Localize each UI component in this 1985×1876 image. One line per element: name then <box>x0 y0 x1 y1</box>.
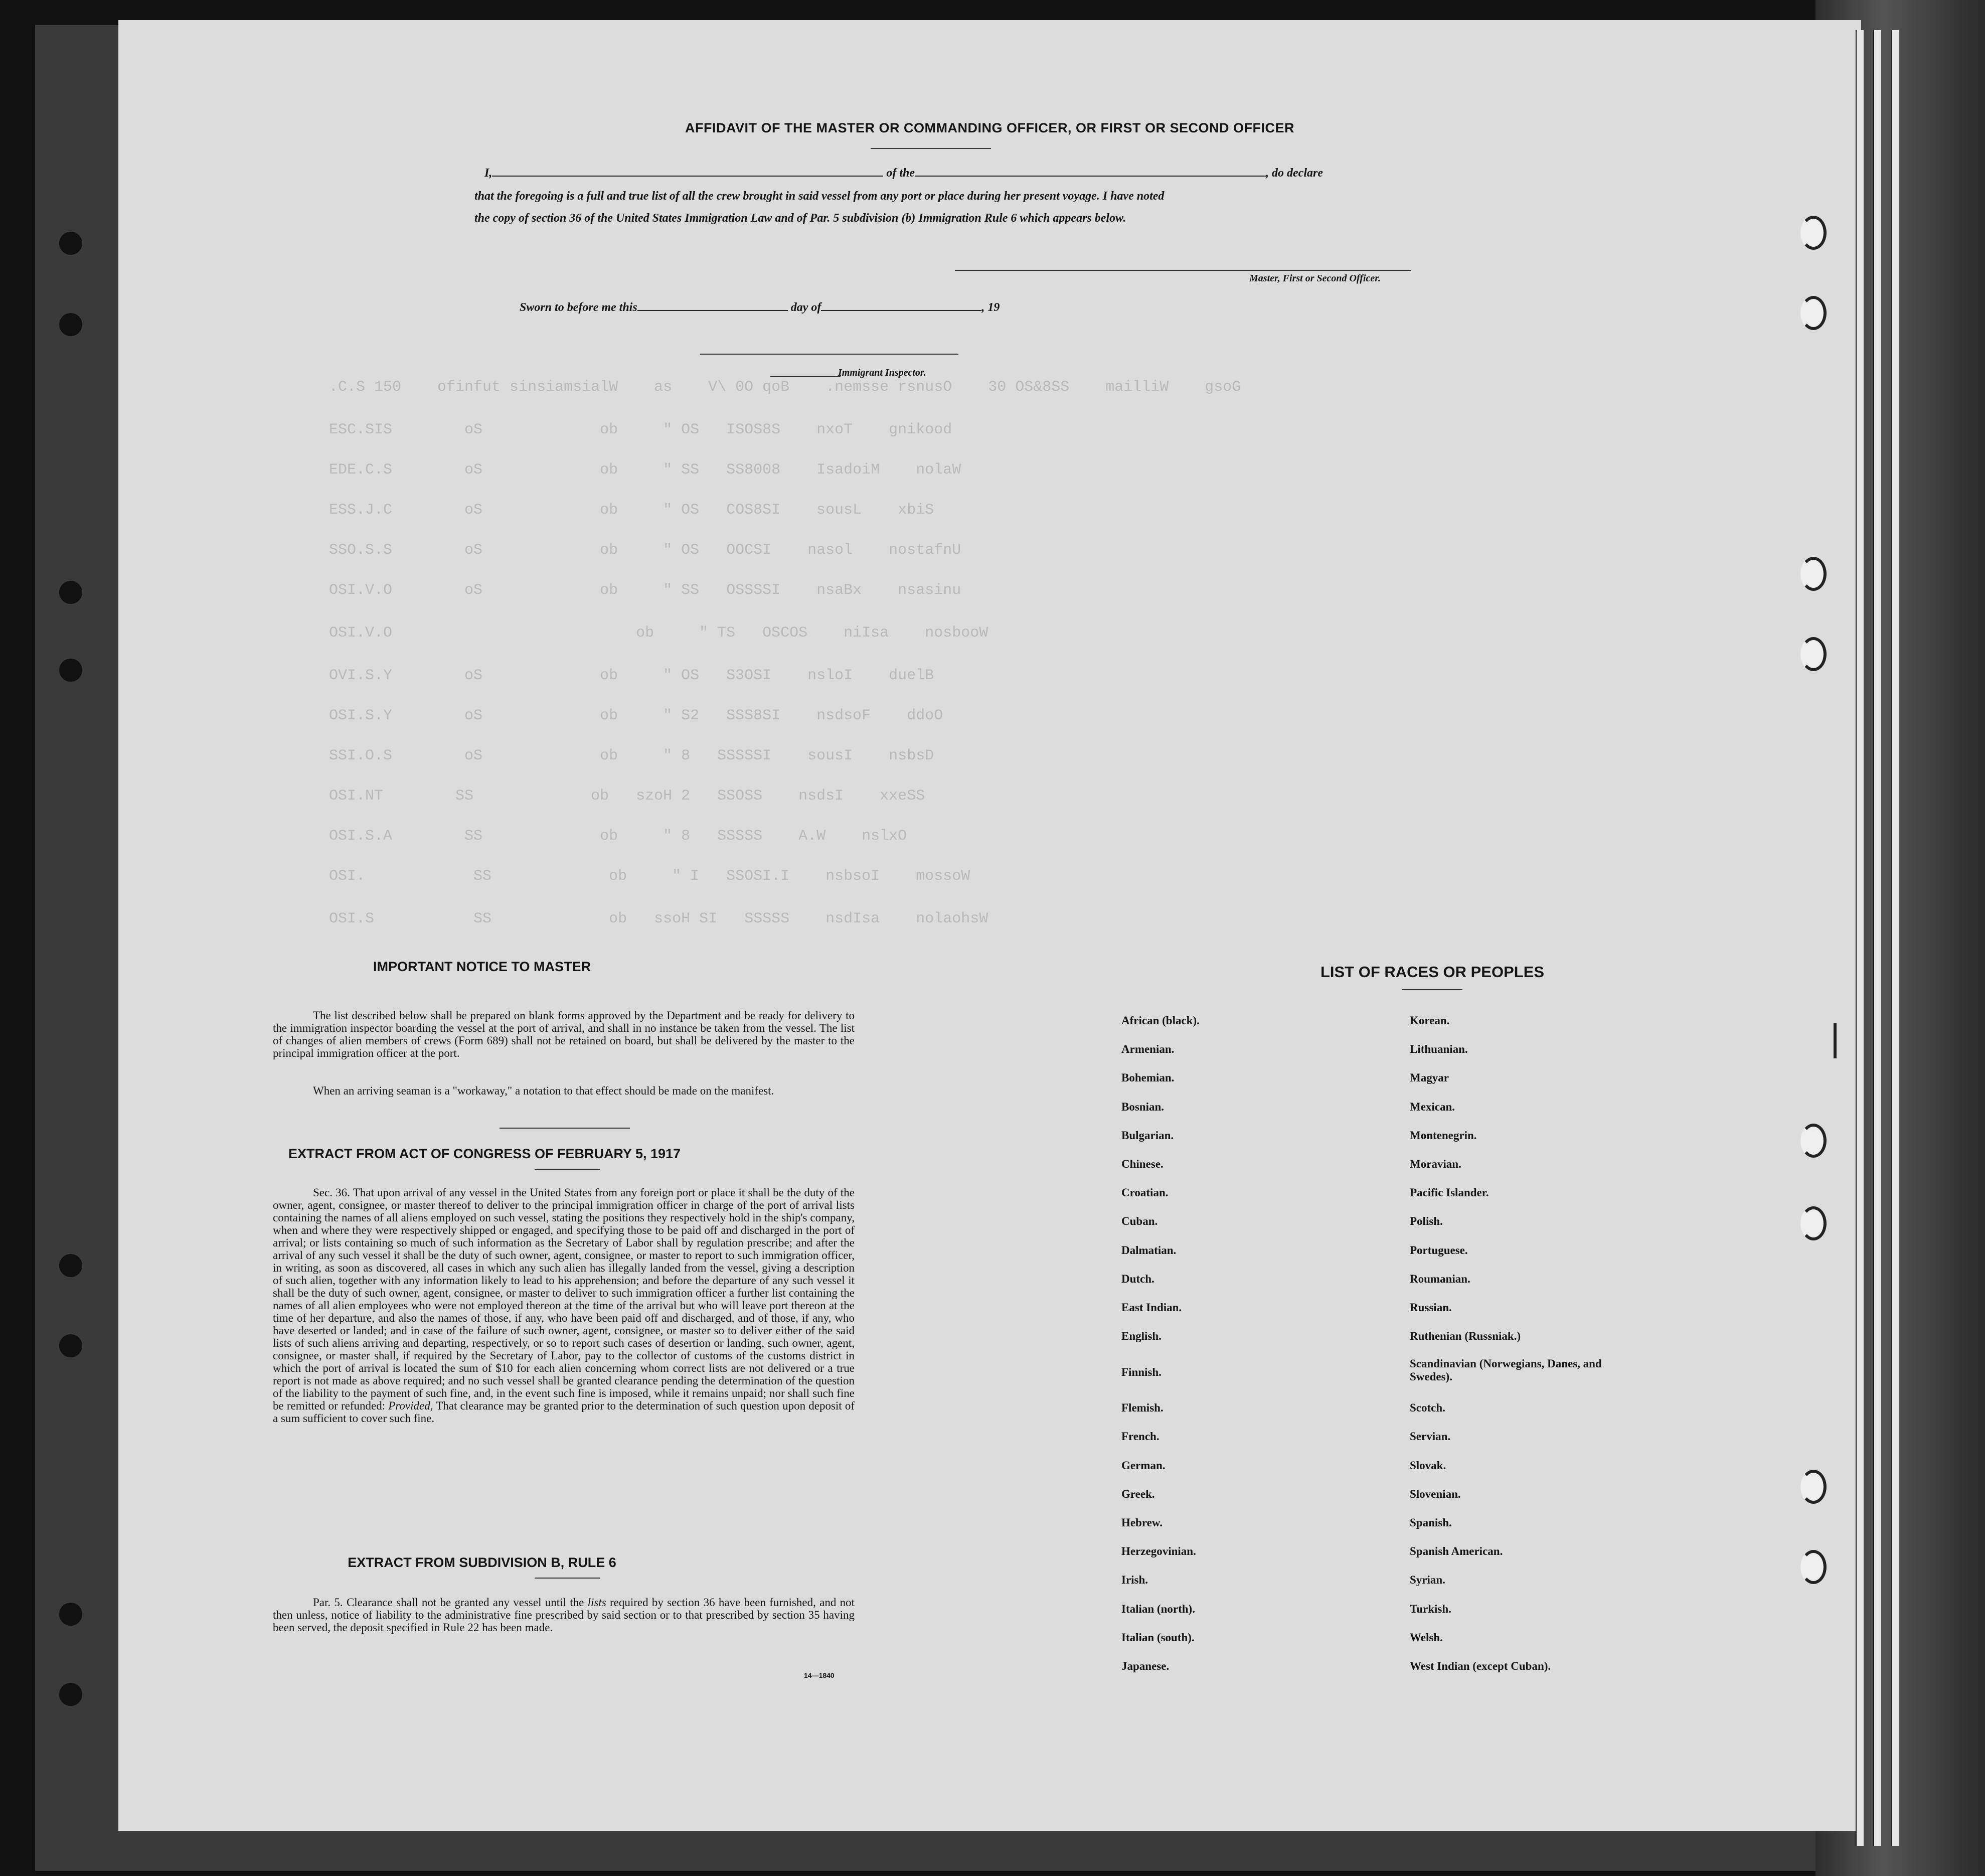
divider <box>500 1128 630 1129</box>
signature-caption: Master, First or Second Officer. <box>1249 273 1381 284</box>
punch-hole <box>1800 1470 1827 1504</box>
extract-rule-text <box>273 1596 855 1634</box>
divider <box>535 1578 600 1579</box>
notice-paragraph-1: The list described below shall be prepared on blank forms approved by the Department and be ready for delivery to the immigration inspector boarding the vessel at the port of arrival, and shall in no instance be taken from the vessel. The list of changes of alien members of crews (Form 689) shall not be retained on board, but shall be delivered by the master to the principal immigration officer at the port. <box>273 1009 855 1059</box>
race-item: Dutch. <box>1121 1272 1154 1285</box>
divider <box>535 1169 600 1170</box>
inspector-signature-line[interactable] <box>700 354 958 355</box>
pencil-mark <box>1834 1023 1837 1058</box>
extract-act-title: EXTRACT FROM ACT OF CONGRESS OF FEBRUARY 5, 1917 <box>288 1146 681 1161</box>
lists-word: lists <box>587 1596 606 1609</box>
race-item: Servian. <box>1410 1430 1451 1443</box>
race-item: Hebrew. <box>1121 1516 1163 1529</box>
punch-hole <box>59 313 82 336</box>
notice-paragraph-2: When an arriving seaman is a "workaway," a notation to that effect should be made on the manifest. <box>313 1084 774 1097</box>
punch-hole <box>1800 1206 1827 1240</box>
race-item: Bohemian. <box>1121 1071 1175 1084</box>
extract-rule-title: EXTRACT FROM SUBDIVISION B, RULE 6 <box>348 1555 616 1570</box>
affidavit-line-1 <box>484 167 1323 180</box>
vessel-blank[interactable] <box>915 176 1266 177</box>
affidavit-i-label: I, <box>484 167 492 180</box>
punch-hole <box>59 1334 82 1357</box>
race-item: German. <box>1121 1459 1166 1472</box>
race-item: English. <box>1121 1330 1162 1343</box>
punch-hole <box>59 1683 82 1706</box>
race-item: Herzegovinian. <box>1121 1545 1196 1558</box>
race-item: Mexican. <box>1410 1100 1455 1113</box>
race-item: East Indian. <box>1121 1301 1182 1314</box>
inspector-caption: Immigrant Inspector. <box>838 367 926 378</box>
punch-hole <box>59 581 82 604</box>
punch-hole <box>1800 637 1827 671</box>
race-item: Dalmatian. <box>1121 1243 1177 1257</box>
inspector-short-line <box>770 376 841 377</box>
races-right-column <box>1410 1013 1610 1687</box>
race-item: Croatian. <box>1121 1186 1169 1199</box>
race-item: Italian (north). <box>1121 1602 1195 1615</box>
punch-hole <box>1800 216 1827 250</box>
race-item: Bulgarian. <box>1121 1129 1174 1142</box>
race-item: Lithuanian. <box>1410 1043 1468 1056</box>
race-item: Syrian. <box>1410 1574 1445 1587</box>
rule-text-b: required by section 36 have been furnished, and not then unless, notice of liability to the administrative fine prescribed by said section or to that prescribed by section 35 having been served, the deposit specified in Rule 22 has been made. <box>273 1596 855 1634</box>
section-body: That upon arrival of any vessel in the United States from any foreign port or place it shall be the duty of the owner, agent, consignee, or master thereof to deliver to the principal immigration officer in charge of the port of arrival lists containing the names of all aliens employed on such vessel, stating the positions they respectively hold in the ship's company, when and where they were respectively shipped or engaged, and specifying those to be paid off and discharged in the port of arrival; or lists containing so much of such information as the Secretary of Labor shall by regulation prescribe; and after the arrival of any such vessel it shall be the duty of such owner, agent, consignee, or master to report to such immigration officer, in writing, as soon as discovered, all cases in which any such alien has illegally landed from the vessel, giving a description of such alien, together with any information likely to lead to his apprehension; and before the departure of any such vessel it shall be the duty of such owner, agent, consignee, or master to deliver to such immigration officer a further list containing the names of all alien employees who were not employed thereon at the time of the arrival but who will leave port thereon at the time of her departure, and also the names of those, if any, who have been paid off and discharged, and of those, if any, who have deserted or landed; and in case of the failure of such owner, agent, consignee, or master so to deliver either of the said lists of such aliens arriving and departing, respectively, or so to report such cases of desertion or landing, such owner, agent, consignee, or master shall, if required by the Secretary of Labor, pay to the collector of customs of the customs district in which the port of arrival is located the sum of $10 for each alien concerning whom correct lists are not delivered or a true report is not made as above required; and no such vessel shall be granted clearance pending the determination of the question of the liability to the payment of such fine, and, in the event such fine is imposed, while it remains unpaid; nor shall such fine be remitted or refunded: <box>273 1186 855 1412</box>
race-item: Flemish. <box>1121 1401 1164 1415</box>
race-item: Greek. <box>1121 1487 1155 1500</box>
sworn-date-blank[interactable] <box>637 310 788 311</box>
race-item: Turkish. <box>1410 1602 1451 1615</box>
divider <box>1402 989 1462 990</box>
races-left-column <box>1121 1013 1372 1687</box>
race-item: Japanese. <box>1121 1659 1170 1672</box>
race-item: Moravian. <box>1410 1157 1461 1170</box>
notice-title: IMPORTANT NOTICE TO MASTER <box>373 959 591 974</box>
affidavit-declare-label: , do declare <box>1266 167 1323 180</box>
sworn-year-label: , 19 <box>981 301 1000 314</box>
race-item: Ruthenian (Russniak.) <box>1410 1330 1521 1343</box>
punch-hole <box>1800 1550 1827 1584</box>
race-item: Italian (south). <box>1121 1631 1195 1644</box>
page-edge <box>1856 30 1864 1846</box>
race-item: Scotch. <box>1410 1401 1445 1415</box>
name-blank[interactable] <box>492 176 883 177</box>
signature-line[interactable] <box>955 270 1411 271</box>
divider <box>871 148 991 149</box>
provided-word: Provided, <box>388 1399 433 1412</box>
sworn-day-label: day of <box>790 301 821 314</box>
race-item: Scandinavian (Norwegians, Danes, and Swedes). <box>1410 1357 1602 1383</box>
affidavit-of-the-label: of the <box>886 167 915 180</box>
page-edge <box>1891 30 1899 1846</box>
race-item: Slovenian. <box>1410 1487 1461 1500</box>
sworn-label: Sworn to before me this <box>520 301 637 314</box>
race-item: Chinese. <box>1121 1157 1164 1170</box>
race-item: West Indian (except Cuban). <box>1410 1659 1551 1672</box>
rule-text-a: Par. 5. Clearance shall not be granted any vessel until the <box>313 1596 584 1609</box>
punch-hole <box>59 232 82 255</box>
section-label: Sec. 36. <box>313 1186 350 1199</box>
race-item: Slovak. <box>1410 1459 1446 1472</box>
race-item: Pacific Islander. <box>1410 1186 1489 1199</box>
punch-hole <box>1800 557 1827 591</box>
punch-hole <box>59 1603 82 1626</box>
document-page: .C.S 150 ofinfut sinsiamsialW as V\ 0O qoB .nemsse rsnusO 30 OS&8SS mailliW gsoG ESC.SIS oS ob " OS ISOS8S nxoT gnikood EDE.C.S oS ob " SS SS8008 IsadoiM nolaW ESS.J.C oS ob " OS COS8SI sousL xbiS SSO.S.S oS ob " OS OOCSI nasol nostafnU OSI.V.O oS ob " SS OSSSSI nsaBx nsasinu OSI.V.O ob " TS OSCOS niIsa nosbooW OVI.S.Y oS ob " OS S3OSI nsloI duelB OSI.S.Y oS ob " S2 SSS8SI nsdsoF ddoO SSI.O.S oS ob " 8 SSSSSI sousI nsbsD OSI.NT SS ob szoH 2 SSOSS nsdsI xxeSS OSI.S.A SS ob " 8 SSSSS A.W nslxO OSI. SS ob " I SSOSI.I nsbsoI mossoW OSI.S SS ob ssoH SI SSSSS nsdIsa nolaohsW AFFIDAVIT OF THE MASTER OR COMMANDING OFFICER, OR FIRST OR SECOND OFFICER I, of the , do declare that the foregoing is a full and true list of all the crew brought in said vessel from any port or place during her present voyage. I have noted the copy of section 36 of the United States Immigration Law and of Par. 5 subdivision (b) Immigration Rule 6 which appears below. Master, First or Second Officer. Sworn to before me this day of , 19 Immigrant Inspector. IMPORTANT NOTICE TO MASTER The list described below shall be prepared on blank forms approved by the Department and be ready for delivery to the immigration inspector boarding the vessel at the port of arrival, and shall in no instance be taken from the vessel. The list of changes of alien members of crews (Form 689) shall not be retained on board, but shall be delivered by the master to the principal immigration officer at the port. When an arriving seaman is a "workaway," a notation to that effect should be made on the manifest. EXTRACT FROM ACT OF CONGRESS OF FEBRUARY 5, 1917 Sec. 36. That upon arrival of any vessel in the United States from any foreign port or place it shall be the duty of the owner, agent, consignee, or master thereof to deliver to the principal immigration officer in charge of the port of arrival lists containing the names of all aliens employed on such vessel, stating the positions they respectively hold in the ship's company, when and where they were respectively shipped or engaged, and specifying those to be paid off and discharged in the port of arrival; or lists containing so much of such information as the Secretary of Labor shall by regulation prescribe; and after the arrival of any such vessel it shall be the duty of such owner, agent, consignee, or master to report to such immigration officer, in writing, as soon as discovered, all cases in which any such alien has illegally landed from the vessel, giving a description of such alien, together with any information likely to lead to his apprehension; and before the departure of any such vessel it shall be the duty of such owner, agent, consignee, or master to deliver to such immigration officer a further list containing the names of all alien employees who were not employed thereon at the time of the arrival but who will leave port thereon at the time of her departure, and also the names of those, if any, who have been paid off and discharged, and of those, if any, who have deserted or landed; and in case of the failure of such owner, agent, consignee, or master so to deliver either of the said lists of such aliens arriving and departing, respectively, or so to report such cases of desertion or landing, such owner, agent, consignee, or master shall, if required by the Secretary of Labor, pay to the collector of customs of the customs district in which the port of arrival is located the sum of $10 for each alien concerning whom correct lists are not delivered or a true report is not made as above required; and no such vessel shall be granted clearance pending the determination of the question of the liability to the payment of such fine, and, in the event such fine is imposed, while it remains unpaid; nor shall such fine be remitted or refunded: Provided, That clearance may be granted prior to the determination of such question upon deposit of a sum sufficient to cover such fine. EXTRACT FROM SUBDIVISION B, RULE 6 Par. 5. Clearance shall not be granted any vessel until the lists required by section 36 have been furnished, and not then unless, notice of liability to the administrative fine prescribed by said section or to that prescribed by section 35 having been served, the deposit specified in Rule 22 has been made. 14—1840 LIST OF RACES OR PEOPLES African (black). Armenian. Bohemian. Bosnian. Bulgarian. Chinese. Croatian. Cuban. Dalmatian. Dutch. East Indian. English. Finnish. Flemish. French. German. Greek. Hebrew. Herzegovinian. Irish. Italian (north). Italian (south). Japanese. Korean. Lithuanian. Magyar Mexican. Montenegrin. Moravian. Pacific Islander. Polish. Portuguese. Roumanian. Russian. Ruthenian (Russniak.) Scandinavian (Norwegians, Danes, and Swedes). Scotch. Servian. Slovak. Slovenian. Spanish. Spanish American. Syrian. Turkish. Welsh. West Indian (except Cuban). <box>118 20 1861 1831</box>
sworn-line <box>520 301 1000 315</box>
race-item: Spanish American. <box>1410 1545 1503 1558</box>
section-body-end: That clearance may be granted prior to the determination of such question upon deposit of a sum sufficient to cover such fine. <box>273 1399 855 1425</box>
race-item: Magyar <box>1410 1071 1449 1084</box>
affidavit-line-3: the copy of section 36 of the United States Immigration Law and of Par. 5 subdivision (b) Immigration Rule 6 which appears below. <box>474 212 1126 225</box>
punch-hole <box>1800 296 1827 330</box>
race-item: African (black). <box>1121 1014 1200 1027</box>
page-edge <box>1873 30 1881 1846</box>
races-title: LIST OF RACES OR PEOPLES <box>1320 963 1545 981</box>
race-item: Portuguese. <box>1410 1243 1468 1257</box>
form-number: 14—1840 <box>804 1671 835 1679</box>
race-item: Montenegrin. <box>1410 1129 1477 1142</box>
affidavit-title: AFFIDAVIT OF THE MASTER OR COMMANDING OFFICER, OR FIRST OR SECOND OFFICER <box>685 120 1294 135</box>
race-item: Welsh. <box>1410 1631 1443 1644</box>
race-item: Polish. <box>1410 1215 1443 1228</box>
affidavit-line-2: that the foregoing is a full and true list of all the crew brought in said vessel from any port or place during her present voyage. I have noted <box>474 190 1165 203</box>
race-item: Irish. <box>1121 1574 1148 1587</box>
extract-act-text <box>273 1186 855 1425</box>
race-item: Bosnian. <box>1121 1100 1165 1113</box>
race-item: Finnish. <box>1121 1366 1162 1379</box>
race-item: Korean. <box>1410 1014 1450 1027</box>
punch-hole <box>59 1254 82 1277</box>
race-item: Armenian. <box>1121 1043 1175 1056</box>
race-item: French. <box>1121 1430 1160 1443</box>
sworn-month-blank[interactable] <box>821 310 981 311</box>
punch-hole <box>1800 1124 1827 1158</box>
race-item: Roumanian. <box>1410 1272 1470 1285</box>
race-item: Spanish. <box>1410 1516 1452 1529</box>
punch-hole <box>59 659 82 682</box>
race-item: Cuban. <box>1121 1215 1158 1228</box>
race-item: Russian. <box>1410 1301 1452 1314</box>
